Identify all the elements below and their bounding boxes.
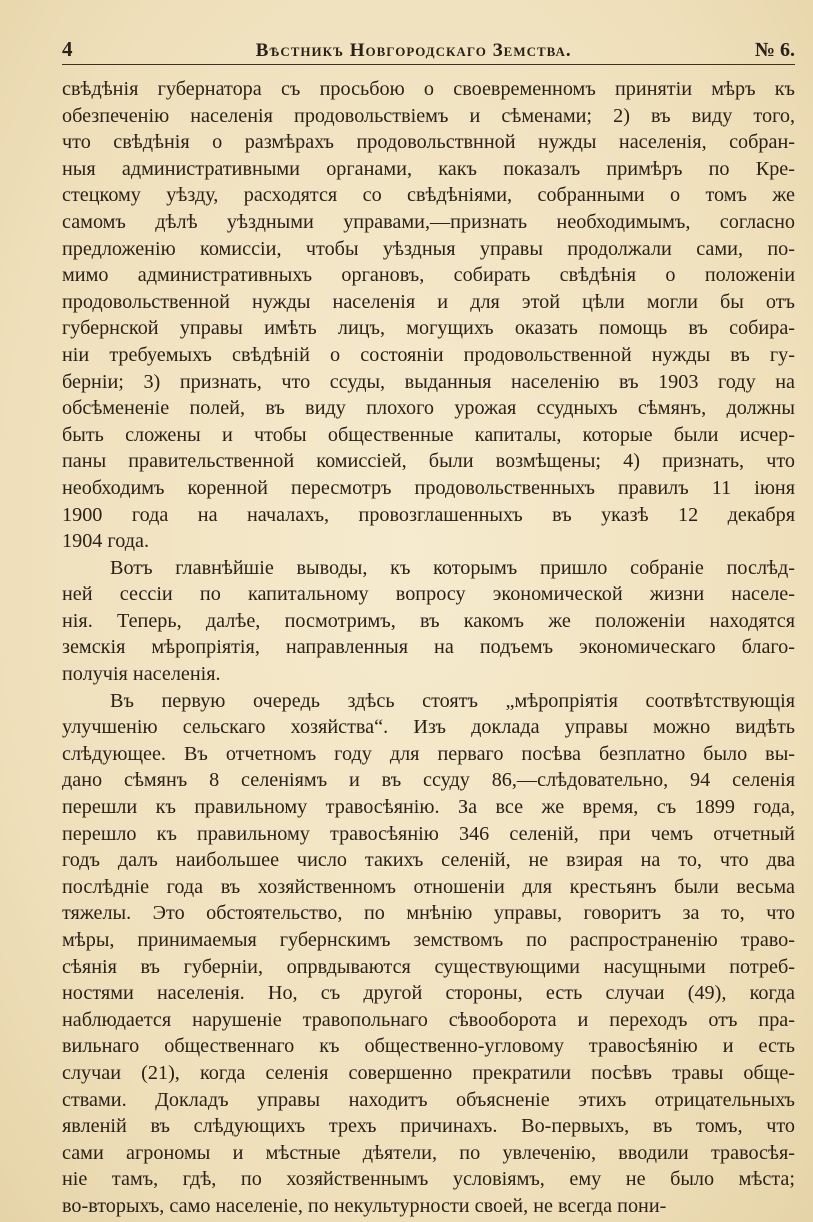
text-line: мѣры, принимаемыя губернскимъ земствомъ по распространенію траво- xyxy=(62,929,795,951)
journal-title: Вѣстникъ Новгородскаго Земства. xyxy=(255,40,572,61)
text-line: земскія мѣропріятія, направленныя на подъемъ экономическаго благо- xyxy=(62,636,795,659)
text-line: во-вторыхъ, само населеніе, по некультурности своей, не всегда пони- xyxy=(62,1194,667,1217)
text-line: послѣдніе года въ хозяйственномъ отношеніи для крестьянъ были весьма xyxy=(62,875,795,898)
text-line: перешли къ правильному травосѣянію. За все же время, съ 1899 года, xyxy=(62,796,795,819)
text-line: ностями населенія. Но, съ другой стороны, есть случаи (49), когда xyxy=(62,982,795,1005)
text-line: Вотъ главнѣйшіе выводы, къ которымъ пришло собраніе послѣд- xyxy=(110,556,795,579)
text-line: дано сѣмянъ 8 селеніямъ и въ ссуду 86,—слѣдовательно, 94 селенія xyxy=(62,769,795,792)
text-line: обезпеченію населенія продовольствіемъ и сѣменами; 2) въ виду того, xyxy=(62,104,795,127)
text-line: что свѣдѣнія о размѣрахъ продовольствнной нужды населенія, собран- xyxy=(62,131,795,154)
text-line: наблюдается нарушеніе травопольнаго сѣвооборота и переходъ отъ пра- xyxy=(62,1008,795,1031)
text-line: быть сложены и чтобы общественные капиталы, которые были исчер- xyxy=(62,423,795,446)
running-header xyxy=(62,28,795,65)
text-line: берніи; 3) признать, что ссуды, выданныя населенію въ 1903 году на xyxy=(62,370,795,393)
text-line: сами агрономы и мѣстные дѣятели, по увлеченію, вводили травосѣя- xyxy=(62,1141,795,1164)
text-line: случаи (21), когда селенія совершенно прекратили посѣвъ травы обще- xyxy=(62,1061,795,1084)
text-line: тяжелы. Это обстоятельство, по мнѣнію управы, говоритъ за то, что xyxy=(62,902,795,925)
text-line: мимо административныхъ органовъ, собирать свѣдѣнія о положеніи xyxy=(62,264,795,287)
text-line: необходимъ коренной пересмотръ продовольственныхъ правилъ 11 іюня xyxy=(62,476,795,499)
text-line: годъ далъ наибольшее число такихъ селеній, не взирая на то, что два xyxy=(62,849,795,872)
text-line: обсѣмененіе полей, въ виду плохого урожая ссудныхъ сѣмянъ, должны xyxy=(62,397,795,420)
issue-number: № 6. xyxy=(754,39,795,61)
text-line: самомъ дѣлѣ уѣздными управами,—признать необходимымъ, согласно xyxy=(62,210,795,233)
text-line: 1900 года на началахъ, провозглашенныхъ въ указѣ 12 декабря xyxy=(62,503,795,526)
text-line: свѣдѣнія губернатора съ просьбою о своевременномъ принятіи мѣръ къ xyxy=(62,78,795,100)
text-line: явленій въ слѣдующихъ трехъ причинахъ. Во-первыхъ, въ томъ, что xyxy=(62,1115,795,1138)
text-line: ней сессіи по капитальному вопросу экономической жизни населе- xyxy=(62,583,795,606)
text-line: вильнаго общественнаго къ общественно-угловому травосѣянію и есть xyxy=(62,1035,795,1058)
text-line: нія. Теперь, далѣе, посмотримъ, въ какомъ же положеніи находятся xyxy=(62,609,795,632)
text-line: паны правительственной комиссіей, были возмѣщены; 4) признать, что xyxy=(62,450,795,473)
text-line: ніи требуемыхъ свѣдѣній о состояніи продовольственной нужды въ гу- xyxy=(62,343,795,366)
text-line: продовольственной нужды населенія и для этой цѣли могли бы отъ xyxy=(62,290,795,313)
body-text xyxy=(62,76,795,1220)
text-line: стецкому уѣзду, расходятся со свѣдѣніями, собранными о томъ же xyxy=(62,184,795,207)
text-line: слѣдующее. Въ отчетномъ году для перваго посѣва безплатно было вы- xyxy=(62,742,795,765)
text-line: ніе тамъ, гдѣ, по хозяйственнымъ условіямъ, ему не было мѣста; xyxy=(62,1168,795,1191)
text-line: ствами. Докладъ управы находитъ объясненіе этихъ отрицательныхъ xyxy=(62,1088,795,1111)
text-line: губернской управы имѣть лицъ, могущихъ оказать помощь въ собира- xyxy=(62,317,795,340)
text-line: 1904 года. xyxy=(62,530,149,553)
page-number: 4 xyxy=(62,37,73,61)
text-line: улучшенію сельскаго хозяйства“. Изъ доклада управы можно видѣть xyxy=(62,716,795,739)
text-line: перешло къ правильному травосѣянію 346 селеній, при чемъ отчетный xyxy=(62,822,795,845)
text-line: Въ первую очередь здѣсь стоятъ „мѣропріятія соотвѣтствующія xyxy=(110,689,795,712)
text-line: ныя административными органами, какъ показалъ примѣръ по Кре- xyxy=(62,157,795,180)
text-line: предложенію комиссіи, чтобы уѣздныя управы продолжали сами, по- xyxy=(62,237,795,260)
text-line: получія населенія. xyxy=(62,663,221,686)
text-line: сѣянія въ губерніи, опрвдываются существующими насущными потреб- xyxy=(62,955,795,978)
